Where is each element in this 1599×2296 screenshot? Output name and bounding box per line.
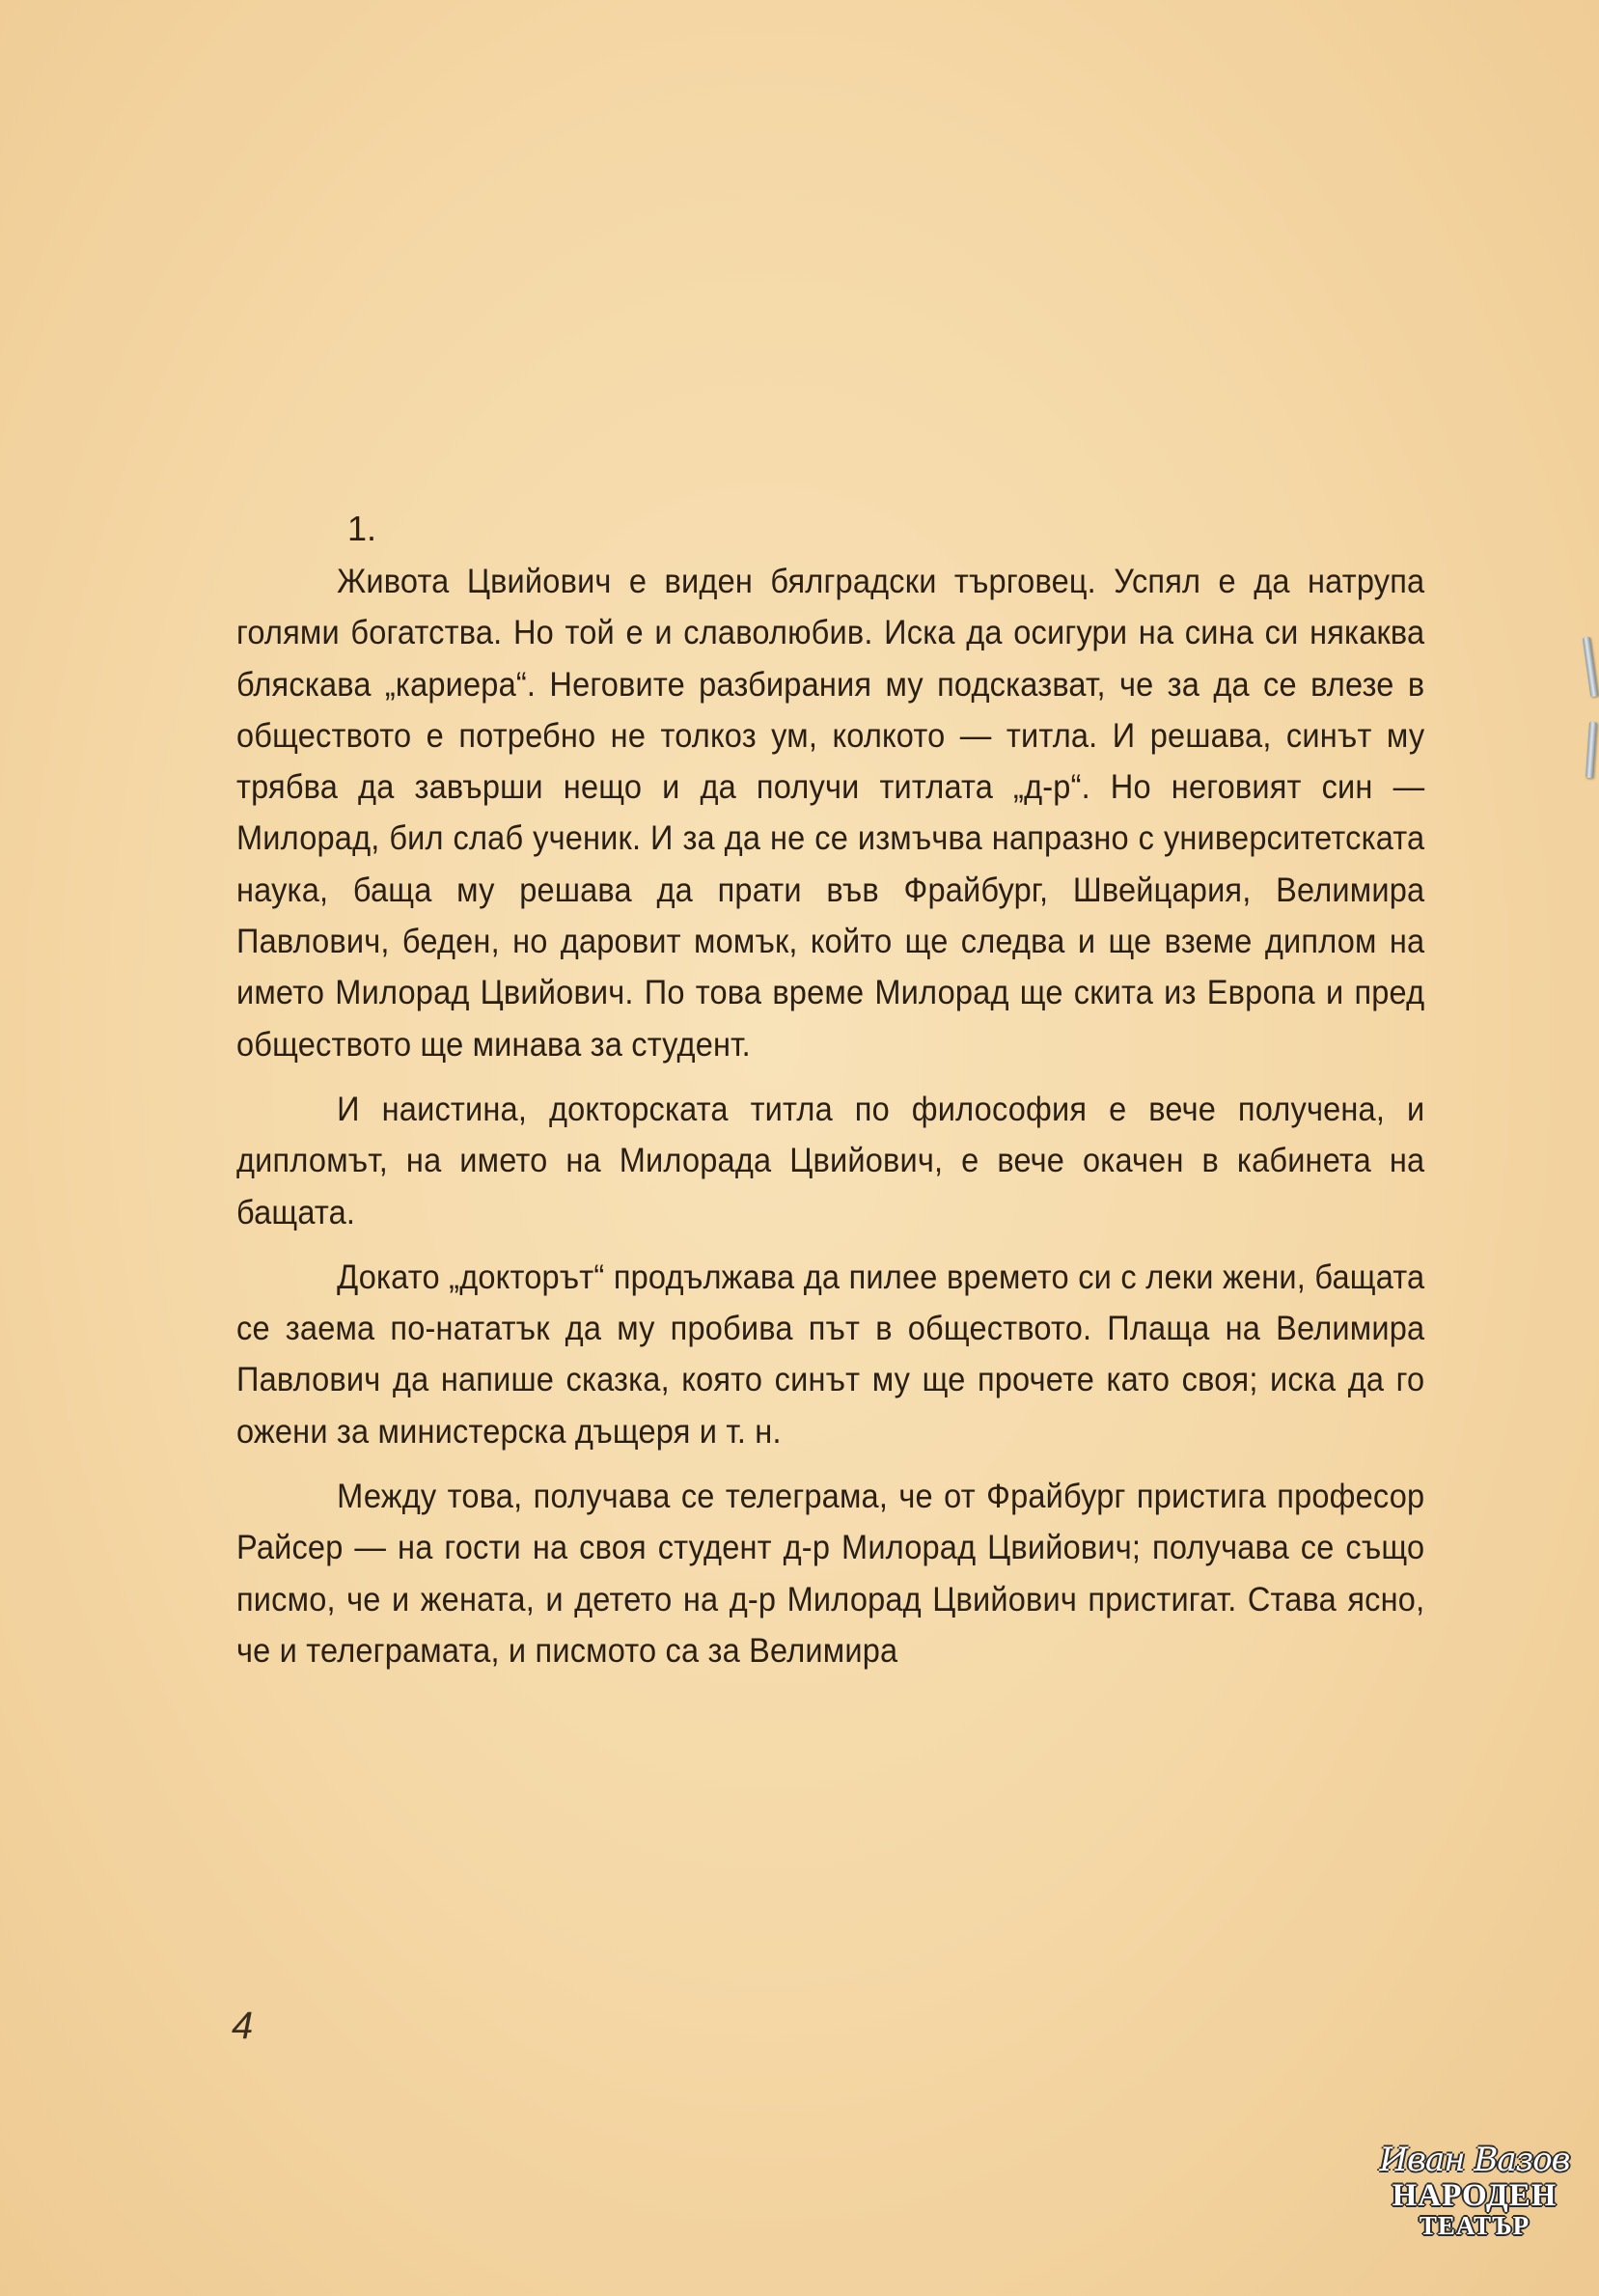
- body-text: [236, 556, 1424, 1690]
- paragraph: И наистина, докторската титла по философия е вече получена, и дипломът, на името на Милорада Цвийович, е вече окачен в кабинета на бащата.: [236, 1090, 1425, 1231]
- staple-icon: [1583, 637, 1599, 698]
- section-number: 1.: [347, 509, 377, 548]
- paragraph: Живота Цвийович е виден бялградски търговец. Успял е да натрупа голями богатства. Но той е и славолюбив. Иска да осигури на сина си някаква бляскава „кариера“. Неговите разбирания му подсказват, че за да се влезе в обществото е потребно не толкоз ум, колкото — титла. И решава, синът му трябва да завърши нещо и да получи титлата „д-р“. Но неговият син — Милорад, бил слаб ученик. И за да не се измъчва напразно с университетската наука, баща му решава да прати във Фрайбург, Швейцария, Велимира Павлович, беден, но даровит момък, който ще следва и ще вземе диплом на името Милорад Цвийович. По това време Милорад ще скита из Европа и пред обществото ще минава за студент.: [236, 563, 1425, 1064]
- paragraph: Докато „докторът“ продължава да пилее времето си с леки жени, бащата се заема по-нататък да му пробива път в обществото. Плаща на Велимира Павлович да напише сказка, която синът му ще прочете като своя; иска да го ожени за министерска дъщеря и т. н.: [236, 1258, 1425, 1451]
- staple-icon: [1585, 722, 1597, 778]
- paragraph: Между това, получава се телеграма, че от Фрайбург пристига професор Райсер — на гости на своя студент д-р Милорад Цвийович; получава се също писмо, че и жената, и детето на д-р Милорад Цвийович пристигат. Става ясно, че и телеграмата, и писмото са за Велимира: [236, 1478, 1425, 1670]
- logo-text-line2: ТЕАТЪР: [1419, 2211, 1530, 2240]
- logo-text-line1: НАРОДЕН: [1392, 2178, 1558, 2213]
- logo-signature: Иван Вазов: [1379, 2141, 1570, 2179]
- page-number: 4: [232, 2005, 254, 2047]
- theatre-logo-watermark: [1378, 2141, 1571, 2256]
